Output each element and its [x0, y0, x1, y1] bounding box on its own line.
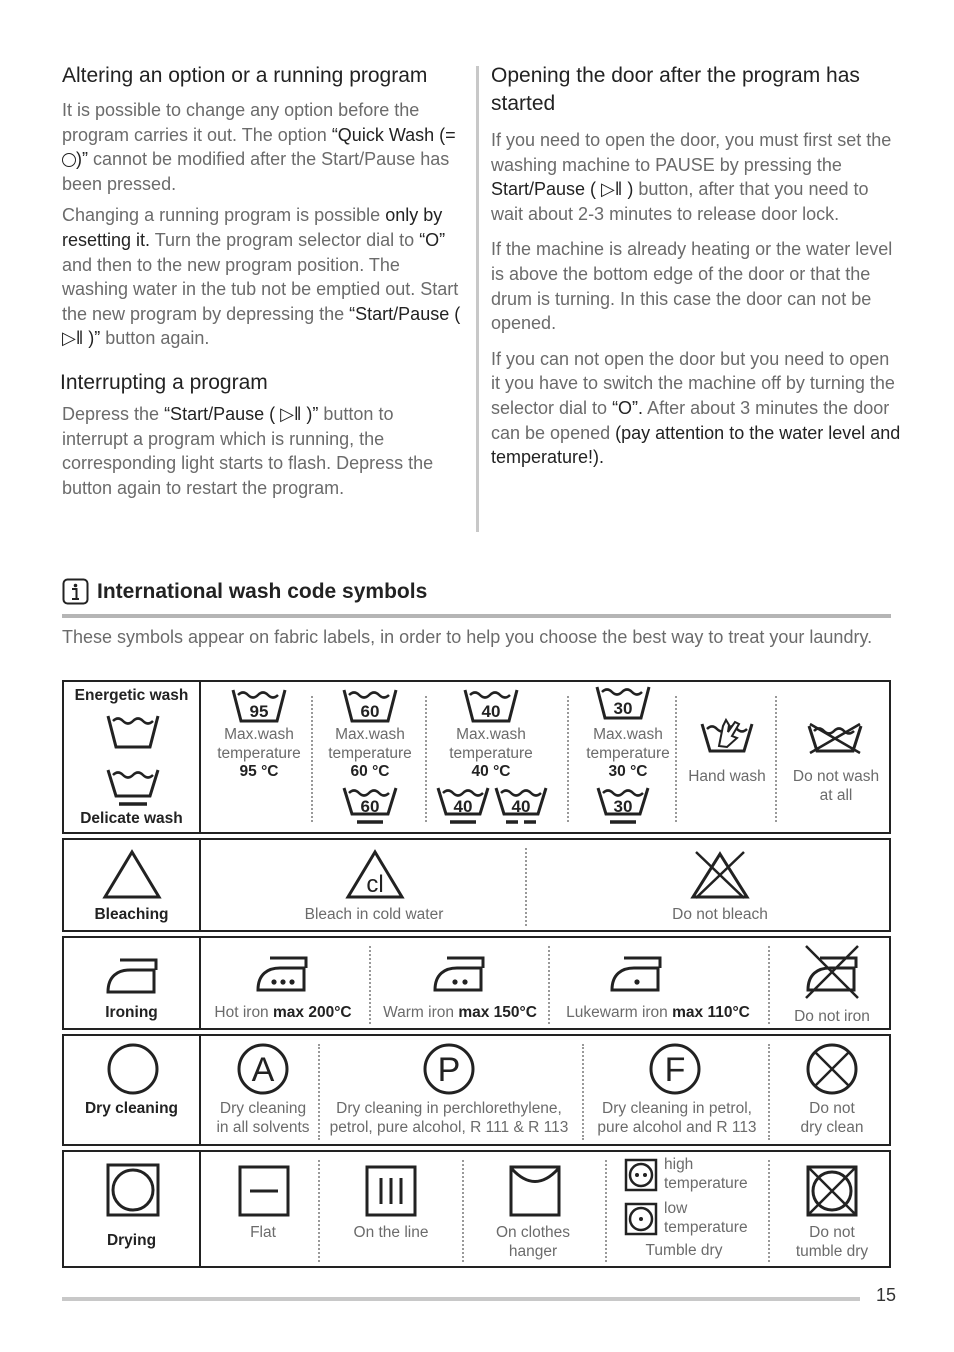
- dry-clean-p-icon: [422, 1042, 476, 1096]
- hot-iron-icon: [254, 948, 312, 996]
- bleach-icon: [102, 848, 162, 900]
- bleach-row: Bleaching cl Bleach in cold water Do not bleach: [62, 838, 891, 932]
- svg-text:A: A: [251, 1051, 275, 1089]
- right-column: [491, 62, 901, 470]
- do-not-tumble-dry-icon: [805, 1164, 859, 1218]
- drying-row: Drying Flat On the line On clothes hanger high temperature low temperature Tumble dry Do not tumble dry: [62, 1150, 891, 1268]
- wash-30-delicate-icon: [595, 784, 651, 828]
- lukewarm-iron-icon: [608, 948, 666, 996]
- wash-95-icon: [230, 686, 288, 726]
- wash-40-icon: [462, 686, 520, 726]
- energetic-wash-label: Energetic wash: [74, 687, 189, 704]
- svg-text:40: 40: [481, 702, 501, 721]
- svg-text:F: F: [664, 1051, 686, 1089]
- svg-text:60: 60: [360, 702, 380, 721]
- energetic-wash-icon: [105, 712, 161, 752]
- dry-clean-f-icon: [648, 1042, 702, 1096]
- column-divider: [476, 66, 479, 532]
- symbols-title: International wash code symbols: [97, 579, 428, 603]
- wash-40-very-delicate-icon: [493, 784, 549, 828]
- drying-label-cell: Drying: [64, 1152, 201, 1266]
- start-pause-icon: ▷‖: [596, 179, 628, 200]
- heading-interrupting: Interrupting a program: [60, 370, 268, 394]
- dry-clean-a-icon: [236, 1042, 290, 1096]
- heading-opening-door: Opening the door after the program has started: [491, 64, 860, 115]
- footer-rule: [62, 1297, 860, 1301]
- para-door-1: If you need to open the door, you must first set the washing machine to PAUSE by pressing the Start/Pause ( ▷‖ ) button, after that you need to wait about 2-3 minutes to release door lock.: [491, 130, 892, 224]
- left-column: [62, 62, 462, 500]
- symbols-intro: These symbols appear on fabric labels, in order to help you choose the best way to treat your laundry.: [62, 627, 873, 647]
- page-number: 15: [876, 1285, 897, 1305]
- bleach-cold-icon: [345, 848, 405, 900]
- svg-text:30: 30: [613, 699, 633, 718]
- heading-altering: Altering an option or a running program: [62, 64, 428, 87]
- svg-text:30: 30: [613, 797, 633, 816]
- dry-cleaning-row: Dry cleaning A Dry cleaning in all solvents P Dry cleaning in perchlorethylene, petrol, pure alcohol, R 111 & R 113 F Dry cleaning in petrol, pure alcohol and R 113 Do not dry clean: [62, 1034, 891, 1146]
- hanger-dry-icon: [508, 1164, 562, 1218]
- tumble-low-icon: [624, 1202, 658, 1236]
- start-pause-icon: ▷‖: [62, 328, 89, 349]
- svg-text:40: 40: [453, 797, 473, 816]
- wash-60-icon: [341, 686, 399, 726]
- quick-wash-icon: =: [62, 125, 456, 170]
- wash-40-delicate-icon: [435, 784, 491, 828]
- do-not-wash-icon: [806, 716, 864, 756]
- do-not-bleach-icon: [690, 848, 750, 900]
- iron-row: Ironing Hot iron max 200°C Warm iron max 150°C Lukewarm iron max 110°C Do not iron: [62, 936, 891, 1030]
- para-door-3: If you can not open the door but you need to open it you have to switch the machine off by turning the selector dial to “O”. After about 3 minutes the door can be opened (pay attention to the water level and temperature!).: [491, 348, 901, 468]
- dry-cleaning-icon: [106, 1042, 160, 1096]
- tumble-high-icon: [624, 1158, 658, 1192]
- svg-text:cl: cl: [366, 871, 384, 898]
- delicate-wash-icon: [105, 766, 161, 810]
- wash-60-delicate-icon: [341, 784, 399, 828]
- symbols-heading: [62, 578, 427, 605]
- iron-icon: [104, 952, 162, 998]
- drying-icon: [105, 1162, 161, 1218]
- svg-text:40: 40: [511, 797, 531, 816]
- hand-wash-icon: [699, 716, 755, 756]
- do-not-iron-icon: [802, 942, 862, 1000]
- line-dry-icon: [364, 1164, 418, 1218]
- wash-30-icon: [594, 683, 652, 723]
- info-icon: [62, 578, 89, 605]
- para-door-2: If the machine is already heating or the water level is above the bottom edge of the door or that the drum is turning. In this case the door can not be opened.: [491, 239, 893, 334]
- dry-cleaning-label-cell: Dry cleaning: [64, 1036, 201, 1144]
- tumble-dry-label: Tumble dry: [645, 1242, 723, 1259]
- wash-label-cell: [64, 682, 201, 832]
- para-interrupting: Depress the “Start/Pause ( ▷‖ )” button to interrupt a program which is running, the corresponding light starts to flash. Depress the button again to restart the program.: [62, 403, 434, 498]
- para-altering-1: It is possible to change any option before the program carries it out. The option “Quick Wash (=)” cannot be modified after the Start/Pause has been pressed.: [62, 100, 456, 194]
- flat-dry-icon: [237, 1164, 291, 1218]
- delicate-wash-label: Delicate wash: [80, 810, 183, 827]
- bleach-label-cell: Bleaching: [64, 840, 201, 930]
- svg-text:60: 60: [360, 797, 380, 816]
- wash-row: Energetic wash Delicate wash 95 Max.wash temperature 95 °C 60 Max.wash temperature 60 °C 60 40 Max.wash temperature 40 °C 40 40 30 Max.wash temperature 30 °C 30 Hand wash Do not wash at all: [62, 680, 891, 834]
- para-altering-2: Changing a running program is possible only by resetting it. Turn the program selector dial to “O” and then to the new program position. The washing water in the tub not be emptied out. Start the new program by depressing the “Start/Pause ( ▷‖ )” button again.: [62, 205, 461, 349]
- symbols-rule: [62, 614, 891, 618]
- wash-95-temp: 95: [249, 702, 269, 721]
- iron-label-cell: Ironing: [64, 938, 201, 1028]
- start-pause-icon: ▷‖: [275, 403, 307, 424]
- svg-text:P: P: [437, 1051, 461, 1089]
- warm-iron-icon: [431, 948, 489, 996]
- do-not-dry-clean-icon: [805, 1042, 859, 1096]
